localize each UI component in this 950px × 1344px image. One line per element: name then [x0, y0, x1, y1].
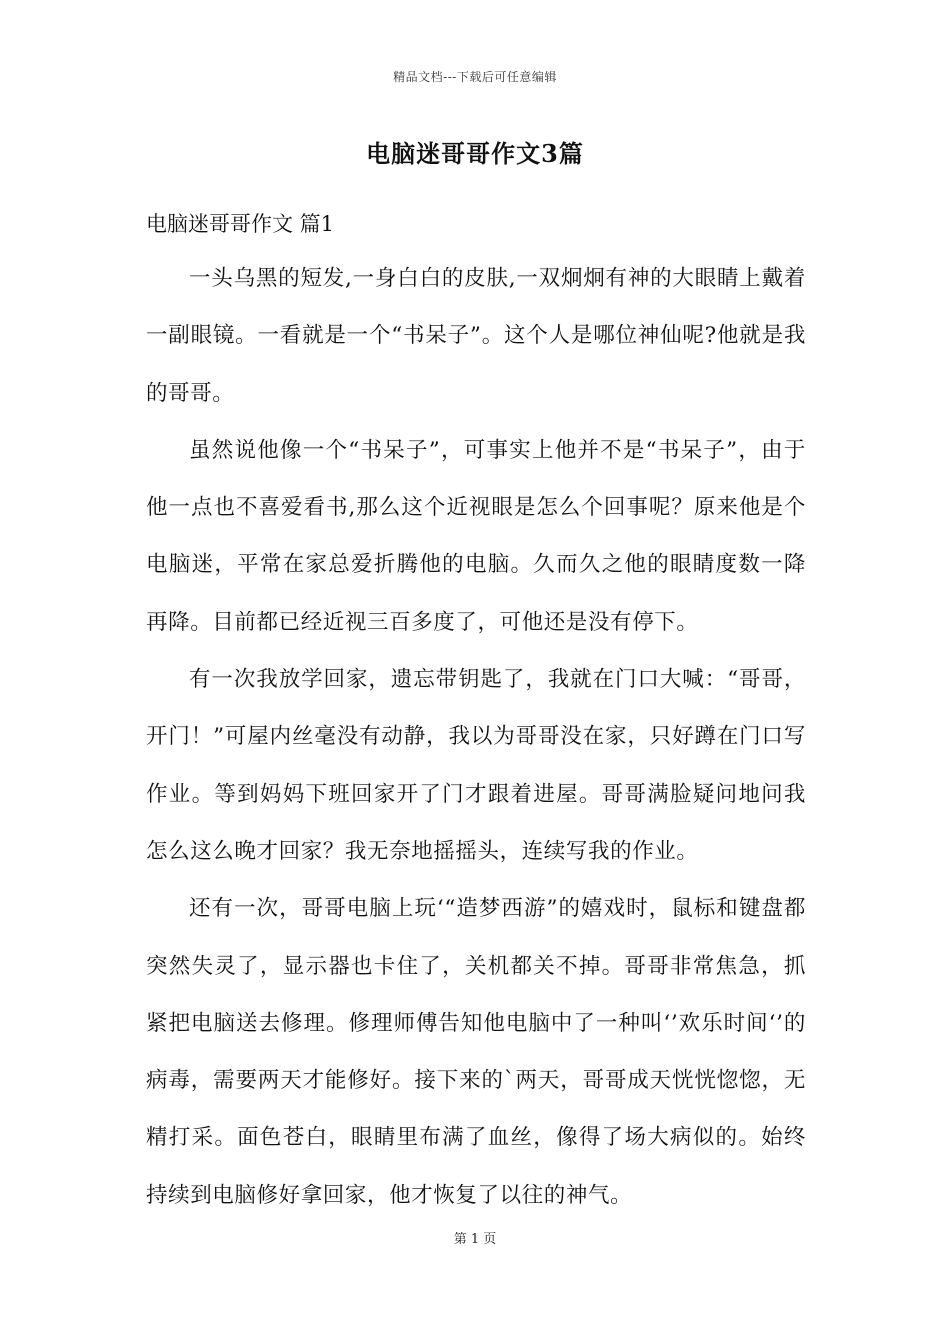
page-number: 第 1 页: [453, 1232, 497, 1247]
section-heading: 电脑迷哥哥作文 篇1: [146, 212, 335, 236]
document-body: [146, 250, 806, 1224]
document-title: 电脑迷哥哥作文3篇: [366, 139, 584, 168]
paragraph: 一头乌黑的短发,一身白白的皮肤,一双炯炯有神的大眼睛上戴着一副眼镜。一看就是一个“书呆子”。这个人是哪位神仙呢?他就是我的哥哥。: [146, 266, 806, 406]
paragraph: 有一次我放学回家，遗忘带钥匙了，我就在门口大喊：“哥哥，开门！”可屋内丝毫没有动静，我以为哥哥没在家，只好蹲在门口写作业。等到妈妈下班回家开了门才跟着进屋。哥哥满脸疑问地问我怎么这么晚才回家？我无奈地摇摇头，连续写我的作业。: [146, 667, 806, 864]
paragraph: 虽然说他像一个“书呆子”，可事实上他并不是“书呆子”，由于他一点也不喜爱看书,那么这个近视眼是怎么个回事呢？原来他是个电脑迷，平常在家总爱折腾他的电脑。久而久之他的眼睛度数一降再降。目前都已经近视三百多度了，可他还是没有停下。: [146, 437, 806, 635]
paragraph: 还有一次，哥哥电脑上玩‘“造梦西游”的嬉戏时，鼠标和键盘都突然失灵了，显示器也卡住了，关机都关不掉。哥哥非常焦急，抓紧把电脑送去修理。修理师傅告知他电脑中了一种叫‘’欢乐时间‘’的病毒，需要两天才能修好。接下来的`两天，哥哥成天恍恍惚惚，无精打采。面色苍白，眼睛里布满了血丝，像得了场大病似的。始终持续到电脑修好拿回家，他才恢复了以往的神气。: [146, 896, 806, 1208]
header-note: 精品文档---下载后可任意编辑: [393, 70, 557, 84]
